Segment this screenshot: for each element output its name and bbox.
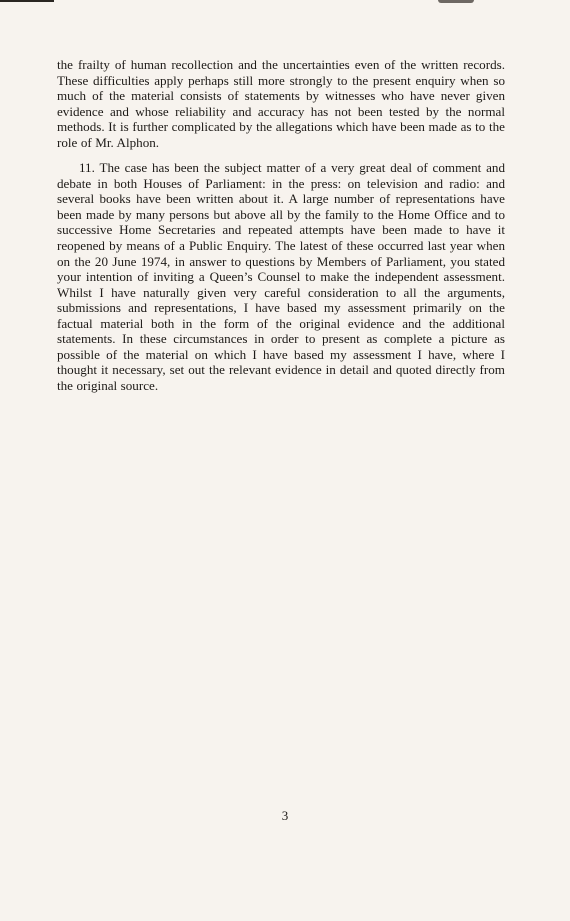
top-edge-mark <box>438 0 474 3</box>
paragraph-continuation: the frailty of human recollection and the uncertainties even of the written records. These difficulties apply perhaps still more strongly to the present enquiry when so much of the material consists of statements by witnesses who have never given evidence and whose reliability and accuracy has not been tested by the normal methods. It is further complicated by the allegations which have been made as to the role of Mr. Alphon. <box>57 57 505 150</box>
paragraph-11: 11. The case has been the subject matter of a very great deal of comment and debate in both Houses of Parliament: in the press: on television and radio: and several books have been written about it. A large number of representations have been made by many persons but above all by the family to the Home Office and to successive Home Secretaries and repeated attempts have been made to have it reopened by means of a Public Enquiry. The latest of these occurred last year when on the 20 June 1974, in answer to questions by Members of Parliament, you stated your intention of inviting a Queen’s Counsel to make the independent assessment. Whilst I have naturally given very careful consideration to all the arguments, submissions and representations, I have based my assessment primarily on the factual material both in the form of the original evidence and the additional statements. In these circumstances in order to present as complete a picture as possible of the material on which I have based my assessment I have, where I thought it necessary, set out the relevant evidence in detail and quoted directly from the original source. <box>57 160 505 393</box>
document-body <box>57 57 505 393</box>
top-edge-rule <box>0 0 54 2</box>
page-number: 3 <box>281 808 289 823</box>
